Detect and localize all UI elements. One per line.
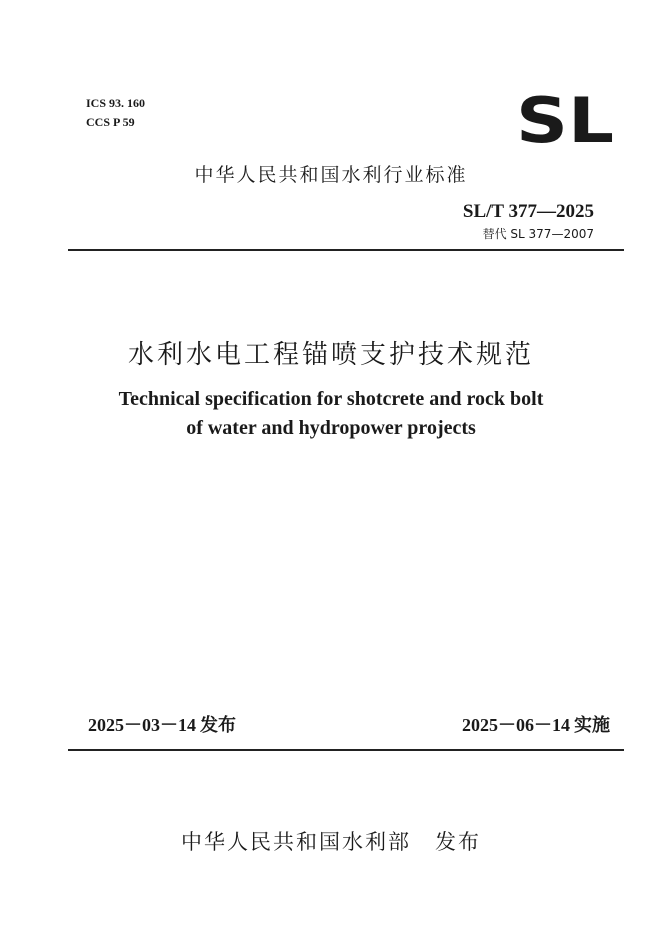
ics-code: ICS 93. 160 xyxy=(86,96,146,110)
implementation-date xyxy=(462,711,610,737)
publisher-name: 中华人民共和国水利部 xyxy=(181,830,411,854)
sl-logo-text: SL xyxy=(516,92,614,146)
document-title-english xyxy=(0,385,662,443)
document-title-chinese: 水利水电工程锚喷支护技术规范 xyxy=(127,340,534,370)
ccs-code: CCS P 59 xyxy=(86,115,135,129)
publisher xyxy=(0,826,662,856)
english-title-line-2: of water and hydropower projects xyxy=(186,417,476,439)
bottom-divider xyxy=(68,749,624,751)
replaces-standard: 替代 SL 377—2007 xyxy=(482,227,594,241)
issue-date-value: 2025－03－14 xyxy=(88,715,196,735)
sl-logo xyxy=(516,92,614,146)
implementation-label: 实施 xyxy=(574,715,610,736)
issue-label: 发布 xyxy=(200,715,236,736)
issue-date xyxy=(88,711,236,737)
english-title-line-1: Technical specification for shotcrete and rock bolt xyxy=(118,388,544,410)
implementation-date-value: 2025－06－14 xyxy=(462,715,570,735)
sl-logo-mark xyxy=(516,92,614,146)
standard-category-title: 中华人民共和国水利行业标准 xyxy=(194,164,468,186)
top-divider xyxy=(68,249,624,251)
classification-codes xyxy=(86,94,145,132)
standard-number: SL/T 377—2025 xyxy=(462,201,594,222)
publisher-action: 发布 xyxy=(435,830,481,854)
